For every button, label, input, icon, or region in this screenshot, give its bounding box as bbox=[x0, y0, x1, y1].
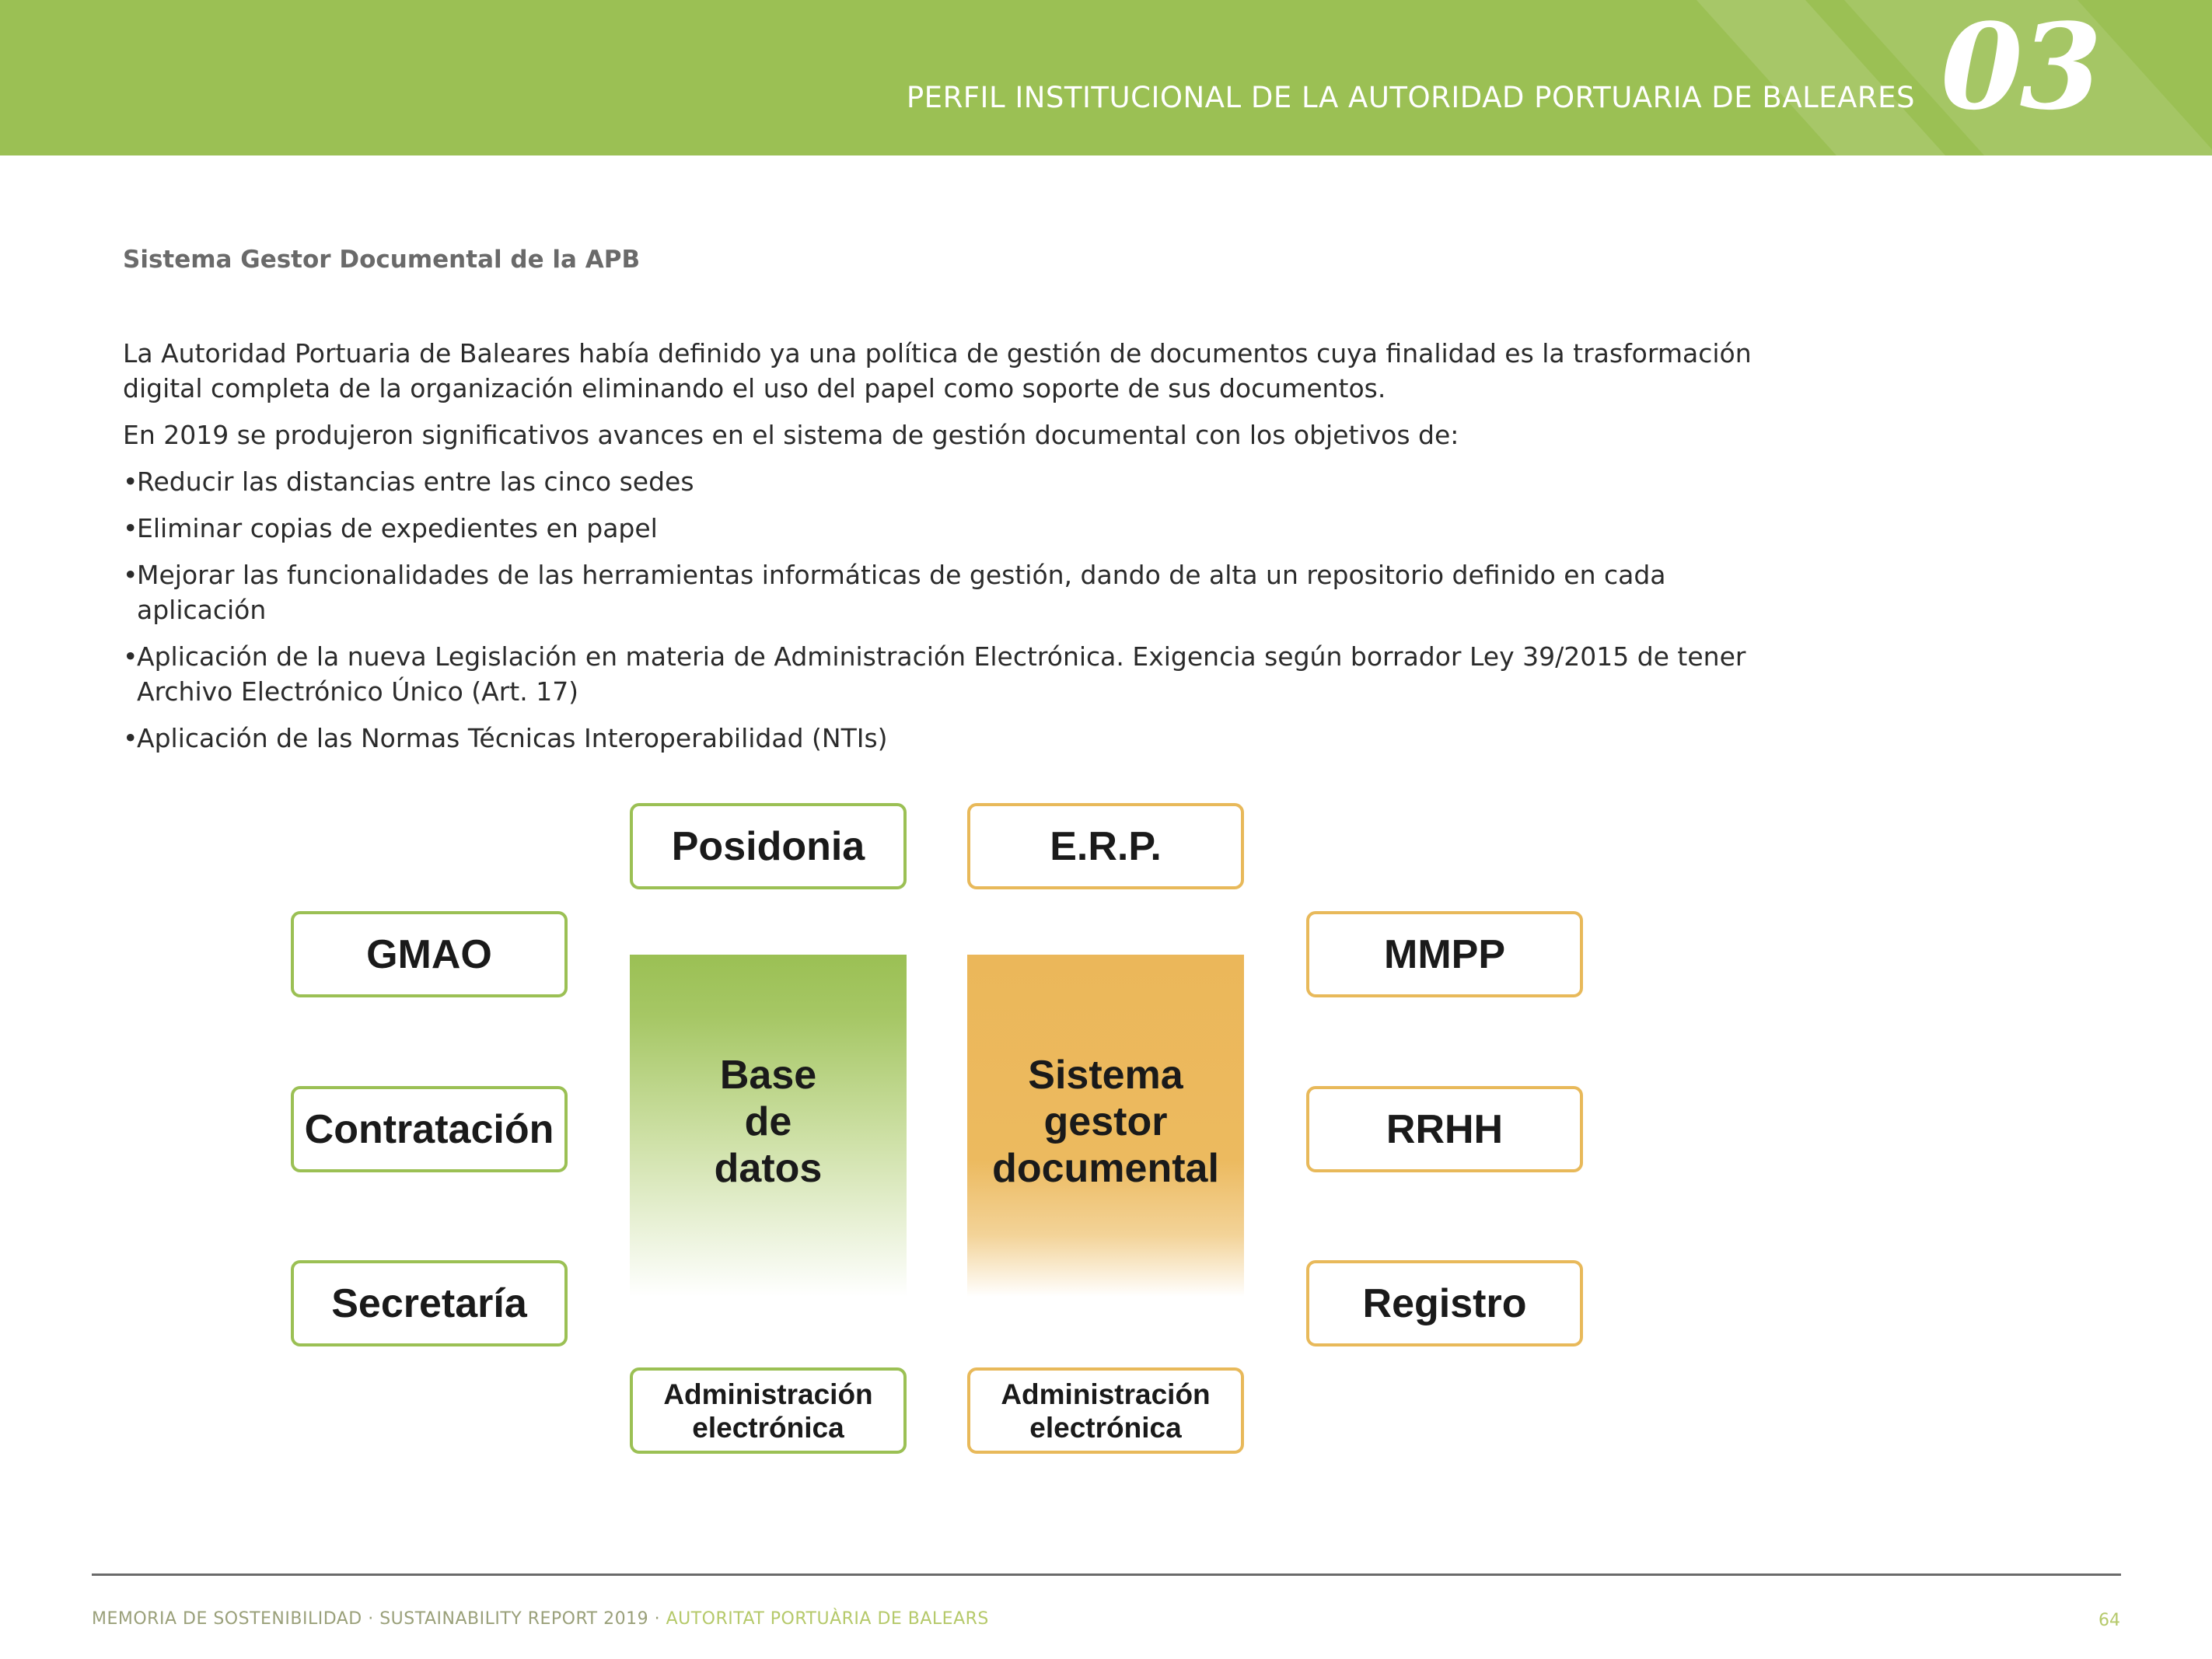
secretaria-box: Secretaría bbox=[291, 1260, 568, 1346]
list-item: • Aplicación de las Normas Técnicas Interoperabilidad (NTIs) bbox=[123, 721, 1756, 756]
document-manager-column bbox=[967, 955, 1244, 1297]
list-item: • Eliminar copias de expedientes en papel bbox=[123, 511, 1756, 546]
posidonia-box: Posidonia bbox=[630, 803, 907, 889]
page-number: 64 bbox=[2098, 1611, 2120, 1630]
contratacion-box: Contratación bbox=[291, 1086, 568, 1172]
footer-text bbox=[92, 1609, 989, 1629]
list-item: • Reducir las distancias entre las cinco sedes bbox=[123, 464, 1756, 499]
database-label: Base de datos bbox=[714, 1053, 823, 1191]
intro-paragraph: La Autoridad Portuaria de Baleares había definido ya una política de gestión de documentos cuya finalidad es la trasformación digital completa de la organización eliminando el uso del papel como soporte de sus documentos. bbox=[123, 338, 1752, 403]
chapter-title: PERFIL INSTITUCIONAL DE LA AUTORIDAD PORTUARIA DE BALEARES bbox=[906, 81, 1915, 114]
footer-report-name: MEMORIA DE SOSTENIBILIDAD · SUSTAINABILITY REPORT 2019 · bbox=[92, 1609, 666, 1629]
gmao-box: GMAO bbox=[291, 911, 568, 997]
mmpp-box: MMPP bbox=[1306, 911, 1583, 997]
objectives-paragraph: En 2019 se produjeron significativos avances en el sistema de gestión documental con los objetivos de: bbox=[123, 420, 1459, 450]
registro-box: Registro bbox=[1306, 1260, 1583, 1346]
footer-divider bbox=[92, 1573, 2121, 1576]
database-column bbox=[630, 955, 907, 1297]
header-band bbox=[0, 0, 2212, 155]
footer-organization: AUTORITAT PORTUÀRIA DE BALEARS bbox=[666, 1609, 989, 1629]
list-item: • Aplicación de la nueva Legislación en materia de Administración Electrónica. Exigencia según borrador Ley 39/2015 de tener Archivo Electrónico Único (Art. 17) bbox=[123, 639, 1756, 709]
document-manager-label: Sistema gestor documental bbox=[992, 1053, 1219, 1191]
e-administration-box-left: Administración electrónica bbox=[630, 1367, 907, 1454]
e-administration-box-right: Administración electrónica bbox=[967, 1367, 1244, 1454]
erp-box: E.R.P. bbox=[967, 803, 1244, 889]
list-item: • Mejorar las funcionalidades de las herramientas informáticas de gestión, dando de alta un repositorio definido en cada aplicación bbox=[123, 557, 1756, 627]
section-title: Sistema Gestor Documental de la APB bbox=[123, 246, 641, 274]
rrhh-box: RRHH bbox=[1306, 1086, 1583, 1172]
objectives-list bbox=[123, 464, 1756, 767]
chapter-number: 03 bbox=[1941, 0, 2099, 136]
